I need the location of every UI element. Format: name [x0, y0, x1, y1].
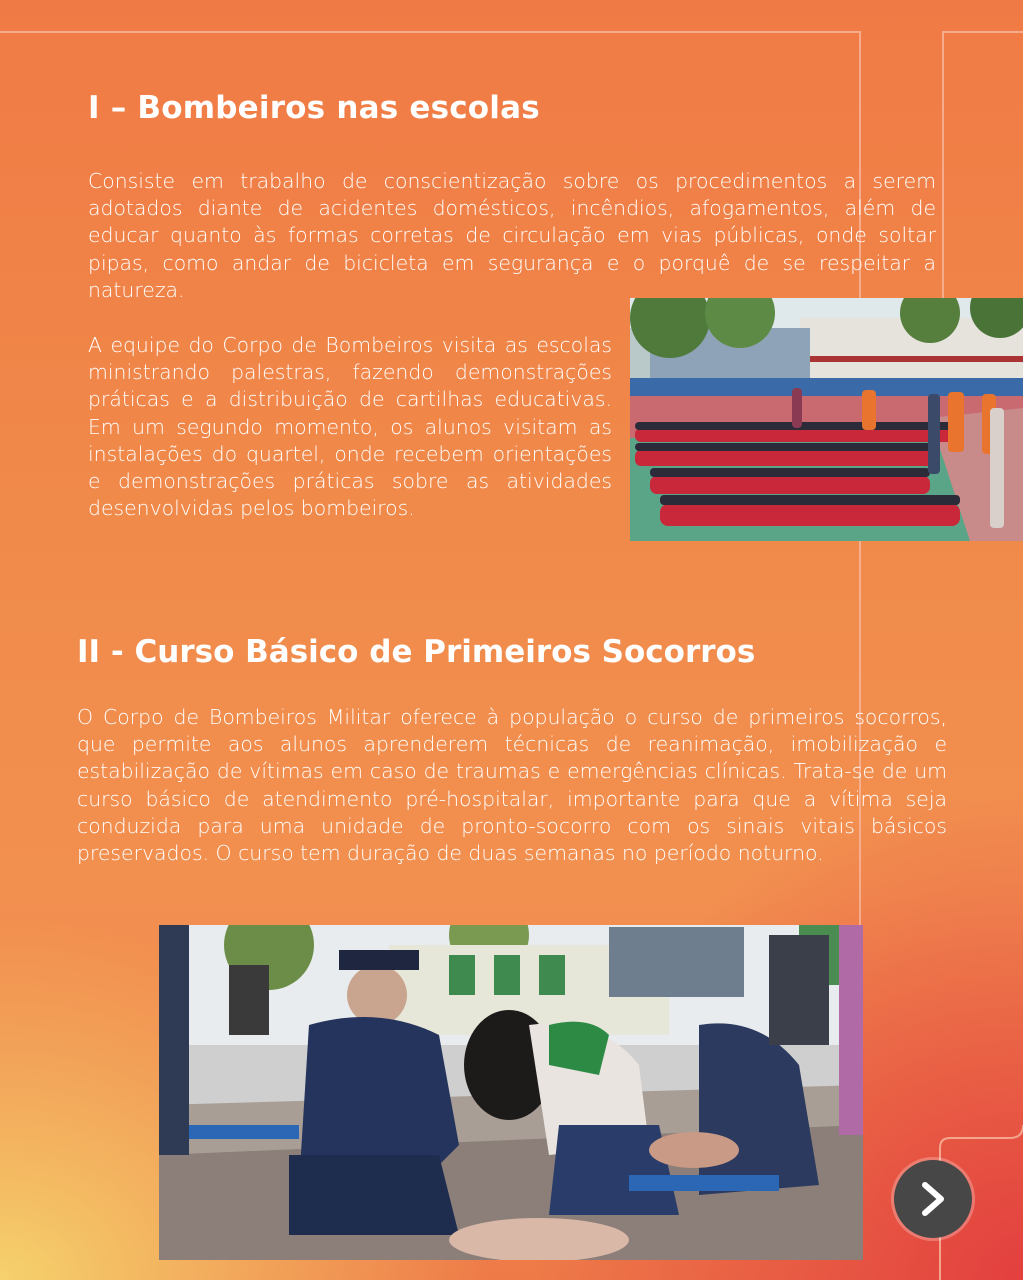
- next-page-button[interactable]: [894, 1160, 972, 1238]
- chevron-right-icon: [913, 1179, 953, 1219]
- section-title-bombeiros-nas-escolas: I – Bombeiros nas escolas: [88, 90, 540, 126]
- section1-paragraph-intro: Consiste em trabalho de conscientização sobre os procedimentos a serem adotados diante de acidentes domésticos, incêndios, afogamentos, além de educar quanto às formas corretas de circulação em vias públicas, onde soltar pipas, como andar de bicicleta em segurança e o porquê de se respeitar a natureza.: [88, 169, 936, 302]
- section-title-primeiros-socorros: II - Curso Básico de Primeiros Socorros: [77, 634, 756, 670]
- section2-paragraph: O Corpo de Bombeiros Militar oferece à população o curso de primeiros socorros, que permite aos alunos aprenderem técnicas de reanimação, imobilização e estabilização de vítimas em caso de traumas e emergências clínicas. Trata-se de um curso básico de atendimento pré-hospitalar, importante para que a vítima seja conduzida para uma unidade de pronto-socorro com os sinais vitais básicos preservados. O curso tem duração de duas semanas no período noturno.: [77, 705, 947, 866]
- first-aid-training-photo: [159, 925, 863, 1260]
- section1-paragraph-visits: A equipe do Corpo de Bombeiros visita as escolas ministrando palestras, fazendo demonstrações práticas e a distribuição de cartilhas educativas. Em um segundo momento, os alunos visitam as instalações do quartel, onde recebem orientações e demonstrações práticas sobre as atividades desenvolvidas pelos bombeiros.: [88, 333, 612, 521]
- school-visit-photo: [630, 298, 1023, 541]
